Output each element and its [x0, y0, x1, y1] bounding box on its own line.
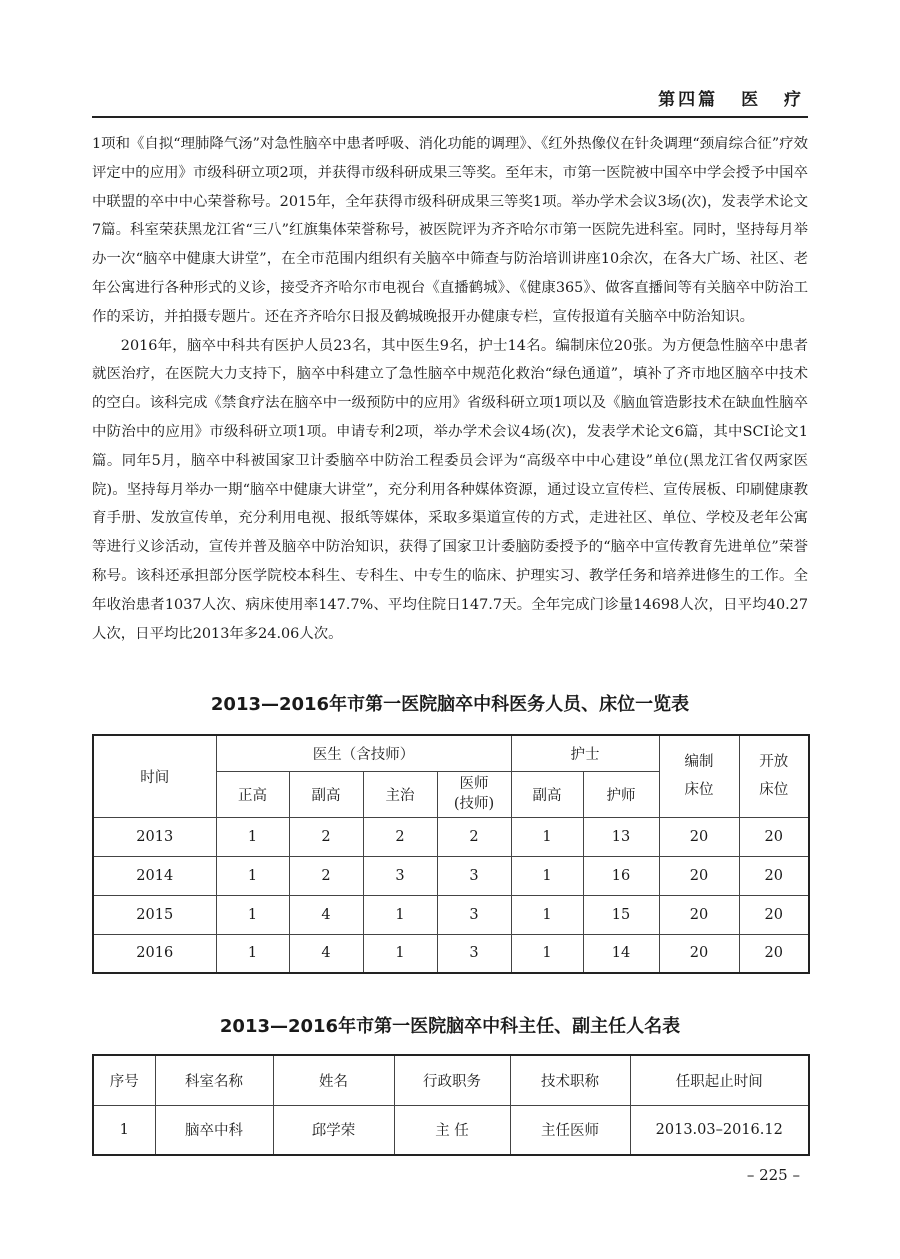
header-yishi	[437, 771, 511, 817]
header-planned-beds-text: 编制床位	[684, 754, 714, 799]
cell: 13	[583, 817, 659, 856]
cell: 1	[216, 856, 289, 895]
body-text	[92, 130, 808, 648]
cell: 1	[216, 895, 289, 934]
cell: 2	[289, 856, 363, 895]
header-doctor-group: 医生（含技师）	[216, 735, 511, 771]
cell-year: 2014	[93, 856, 216, 895]
header-admin-post: 行政职务	[394, 1055, 510, 1105]
cell: 主 任	[394, 1105, 510, 1155]
header-tech-title: 技术职称	[510, 1055, 630, 1105]
header-open-beds	[739, 735, 809, 817]
cell: 20	[659, 856, 739, 895]
table-row	[93, 895, 809, 934]
table2-title: 2013—2016年市第一医院脑卒中科主任、副主任人名表	[219, 1016, 681, 1037]
cell: 2	[363, 817, 437, 856]
cell: 2	[289, 817, 363, 856]
cell: 1	[93, 1105, 155, 1155]
header-nurse-group: 护士	[511, 735, 659, 771]
cell: 1	[363, 895, 437, 934]
cell: 2013.03–2016.12	[630, 1105, 809, 1155]
cell: 20	[659, 895, 739, 934]
header-term: 任职起止时间	[630, 1055, 809, 1105]
cell: 20	[739, 934, 809, 973]
cell: 1	[511, 817, 583, 856]
cell: 1	[511, 934, 583, 973]
cell: 20	[739, 895, 809, 934]
header-fugao-nurse: 副高	[511, 771, 583, 817]
header-planned-beds	[659, 735, 739, 817]
cell: 1	[216, 817, 289, 856]
table1-title: 2013—2016年市第一医院脑卒中科医务人员、床位一览表	[210, 694, 690, 715]
cell: 20	[739, 817, 809, 856]
cell: 1	[511, 856, 583, 895]
table-row	[93, 1105, 809, 1155]
cell: 4	[289, 934, 363, 973]
cell: 3	[437, 856, 511, 895]
cell: 1	[216, 934, 289, 973]
paragraph-1: 1项和《自拟“理肺降气汤”对急性脑卒中患者呼吸、消化功能的调理》、《红外热像仪在针灸调理“颈肩综合征”疗效评定中的应用》市级科研立项2项，并获得市级科研成果三等奖。至年末，市第一医院被中国卒中学会授予中国卒中联盟的卒中中心荣誉称号。2015年，全年获得市级科研成果三等奖1项。举办学术会议3场(次)，发表学术论文7篇。科室荣获黑龙江省“三八”红旗集体荣誉称号，被医院评为齐齐哈尔市第一医院先进科室。同时，坚持每月举办一次“脑卒中健康大讲堂”，在全市范围内组织有关脑卒中筛查与防治培训讲座10余次，在各大广场、社区、老年公寓进行各种形式的义诊，接受齐齐哈尔市电视台《直播鹤城》、《健康365》、做客直播间等有关脑卒中防治工作的采访，并拍摄专题片。还在齐齐哈尔日报及鹤城晚报开办健康专栏，宣传报道有关脑卒中防治知识。	[92, 136, 808, 325]
header-zhuzhi: 主治	[363, 771, 437, 817]
header-name: 姓名	[273, 1055, 394, 1105]
cell: 脑卒中科	[155, 1105, 273, 1155]
cell: 3	[437, 934, 511, 973]
cell: 15	[583, 895, 659, 934]
cell-year: 2015	[93, 895, 216, 934]
cell: 20	[739, 856, 809, 895]
header-zhenggao: 正高	[216, 771, 289, 817]
cell-year: 2013	[93, 817, 216, 856]
cell: 4	[289, 895, 363, 934]
header-index: 序号	[93, 1055, 155, 1105]
cell: 20	[659, 817, 739, 856]
table-row	[93, 817, 809, 856]
cell: 14	[583, 934, 659, 973]
page-number: – 225 –	[746, 1166, 800, 1184]
chapter-title: 第四篇 医 疗	[658, 90, 804, 110]
cell: 邱学荣	[273, 1105, 394, 1155]
cell: 3	[437, 895, 511, 934]
table-row	[93, 934, 809, 973]
header-open-beds-text: 开放床位	[759, 754, 789, 799]
cell: 主任医师	[510, 1105, 630, 1155]
header-yishi-text: 医师(技师)	[453, 776, 495, 812]
cell: 20	[659, 934, 739, 973]
header-hushi: 护师	[583, 771, 659, 817]
paragraph-2: 2016年，脑卒中科共有医护人员23名，其中医生9名，护士14名。编制床位20张。为方便急性脑卒中患者就医治疗，在医院大力支持下，脑卒中科建立了急性脑卒中规范化救治“绿色通道”，填补了齐市地区脑卒中技术的空白。该科完成《禁食疗法在脑卒中一级预防中的应用》省级科研立项1项以及《脑血管造影技术在缺血性脑卒中防治中的应用》市级科研立项1项。申请专利2项，举办学术会议4场(次)，发表学术论文6篇，其中SCI论文1篇。同年5月，脑卒中科被国家卫计委脑卒中防治工程委员会评为“高级卒中中心建设”单位(黑龙江省仅两家医院)。坚持每月举办一期“脑卒中健康大讲堂”，充分利用各种媒体资源，通过设立宣传栏、宣传展板、印刷健康教育手册、发放宣传单，充分利用电视、报纸等媒体，采取多渠道宣传的方式，走进社区、单位、学校及老年公寓等进行义诊活动，宣传并普及脑卒中防治知识，获得了国家卫计委脑防委授予的“脑卒中宣传教育先进单位”荣誉称号。该科还承担部分医学院校本科生、专科生、中专生的临床、护理实习、教学任务和培养进修生的工作。全年收治患者1037人次、病床使用率147.7%、平均住院日147.7天。全年完成门诊量14698人次，日平均40.27人次，日平均比2013年多24.06人次。	[92, 337, 808, 642]
header-time: 时间	[93, 735, 216, 817]
cell: 3	[363, 856, 437, 895]
cell: 1	[363, 934, 437, 973]
cell: 1	[511, 895, 583, 934]
staff-beds-table	[92, 734, 810, 974]
header-fugao-doctor: 副高	[289, 771, 363, 817]
cell: 2	[437, 817, 511, 856]
header-rule	[92, 116, 808, 118]
cell: 16	[583, 856, 659, 895]
table-row	[93, 856, 809, 895]
header-dept: 科室名称	[155, 1055, 273, 1105]
directors-table	[92, 1054, 810, 1156]
cell-year: 2016	[93, 934, 216, 973]
